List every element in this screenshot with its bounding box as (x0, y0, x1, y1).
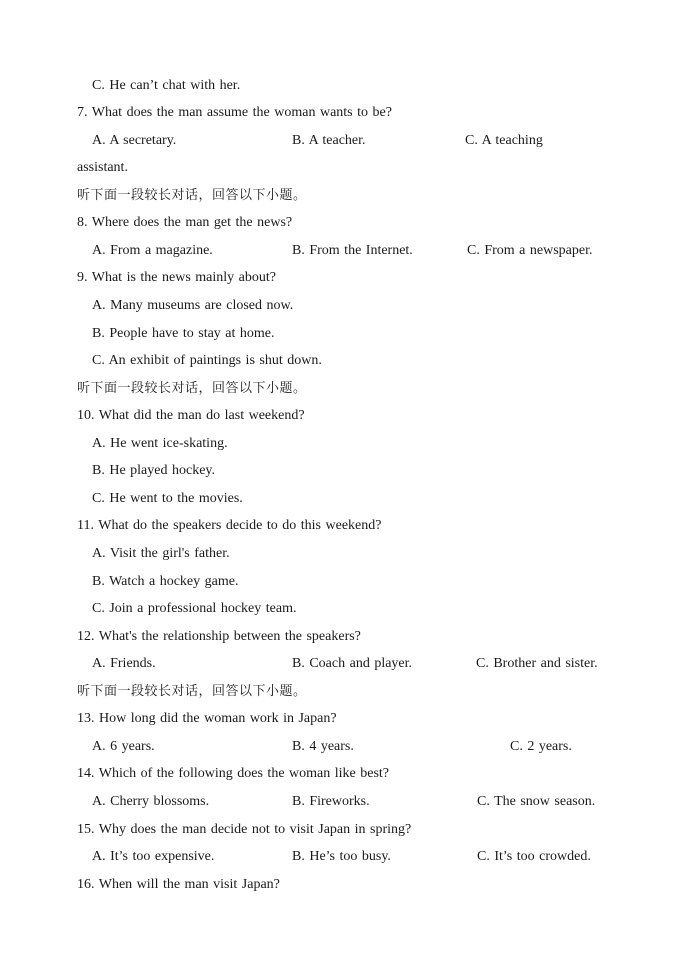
q7-option-b: B. A teacher. (292, 133, 366, 148)
q11-option-a: A. Visit the girl's father. (92, 546, 230, 561)
q15-option-a: A. It’s too expensive. (92, 849, 215, 864)
q13-option-a: A. 6 years. (92, 739, 155, 754)
question-14: 14. Which of the following does the woman like best? (77, 766, 390, 781)
question-8: 8. Where does the man get the news? (77, 215, 293, 230)
q15-option-c: C. It’s too crowded. (477, 849, 591, 864)
q8-option-a: A. From a magazine. (92, 243, 213, 258)
q14-option-a: A. Cherry blossoms. (92, 794, 210, 809)
q9-option-b: B. People have to stay at home. (92, 326, 275, 341)
section-instruction: 听下面一段较长对话，回答以下小题。 (77, 188, 307, 203)
q12-option-a: A. Friends. (92, 656, 156, 671)
question-16: 16. When will the man visit Japan? (77, 877, 280, 892)
question-13: 13. How long did the woman work in Japan? (77, 711, 337, 726)
section-instruction: 听下面一段较长对话，回答以下小题。 (77, 684, 307, 699)
q15-option-b: B. He’s too busy. (292, 849, 391, 864)
q7-option-c-continued: assistant. (77, 160, 128, 175)
question-11: 11. What do the speakers decide to do this weekend? (77, 518, 382, 533)
q7-option-a: A. A secretary. (92, 133, 177, 148)
question-12: 12. What's the relationship between the speakers? (77, 629, 361, 644)
question-10: 10. What did the man do last weekend? (77, 408, 305, 423)
q13-option-b: B. 4 years. (292, 739, 354, 754)
q12-option-c: C. Brother and sister. (476, 656, 598, 671)
question-7: 7. What does the man assume the woman wants to be? (77, 105, 392, 120)
q14-option-c: C. The snow season. (477, 794, 596, 809)
q8-option-c: C. From a newspaper. (467, 243, 593, 258)
q14-option-b: B. Fireworks. (292, 794, 370, 809)
q11-option-b: B. Watch a hockey game. (92, 574, 239, 589)
section-instruction: 听下面一段较长对话，回答以下小题。 (77, 381, 307, 396)
q8-option-b: B. From the Internet. (292, 243, 413, 258)
q6-option-c: C. He can’t chat with her. (92, 78, 241, 93)
q9-option-c: C. An exhibit of paintings is shut down. (92, 353, 322, 368)
q10-option-a: A. He went ice-skating. (92, 436, 228, 451)
q11-option-c: C. Join a professional hockey team. (92, 601, 297, 616)
q12-option-b: B. Coach and player. (292, 656, 413, 671)
q9-option-a: A. Many museums are closed now. (92, 298, 294, 313)
question-9: 9. What is the news mainly about? (77, 270, 276, 285)
q10-option-c: C. He went to the movies. (92, 491, 243, 506)
q7-option-c: C. A teaching (465, 133, 543, 148)
q13-option-c: C. 2 years. (510, 739, 572, 754)
q10-option-b: B. He played hockey. (92, 463, 215, 478)
question-15: 15. Why does the man decide not to visit Japan in spring? (77, 822, 412, 837)
